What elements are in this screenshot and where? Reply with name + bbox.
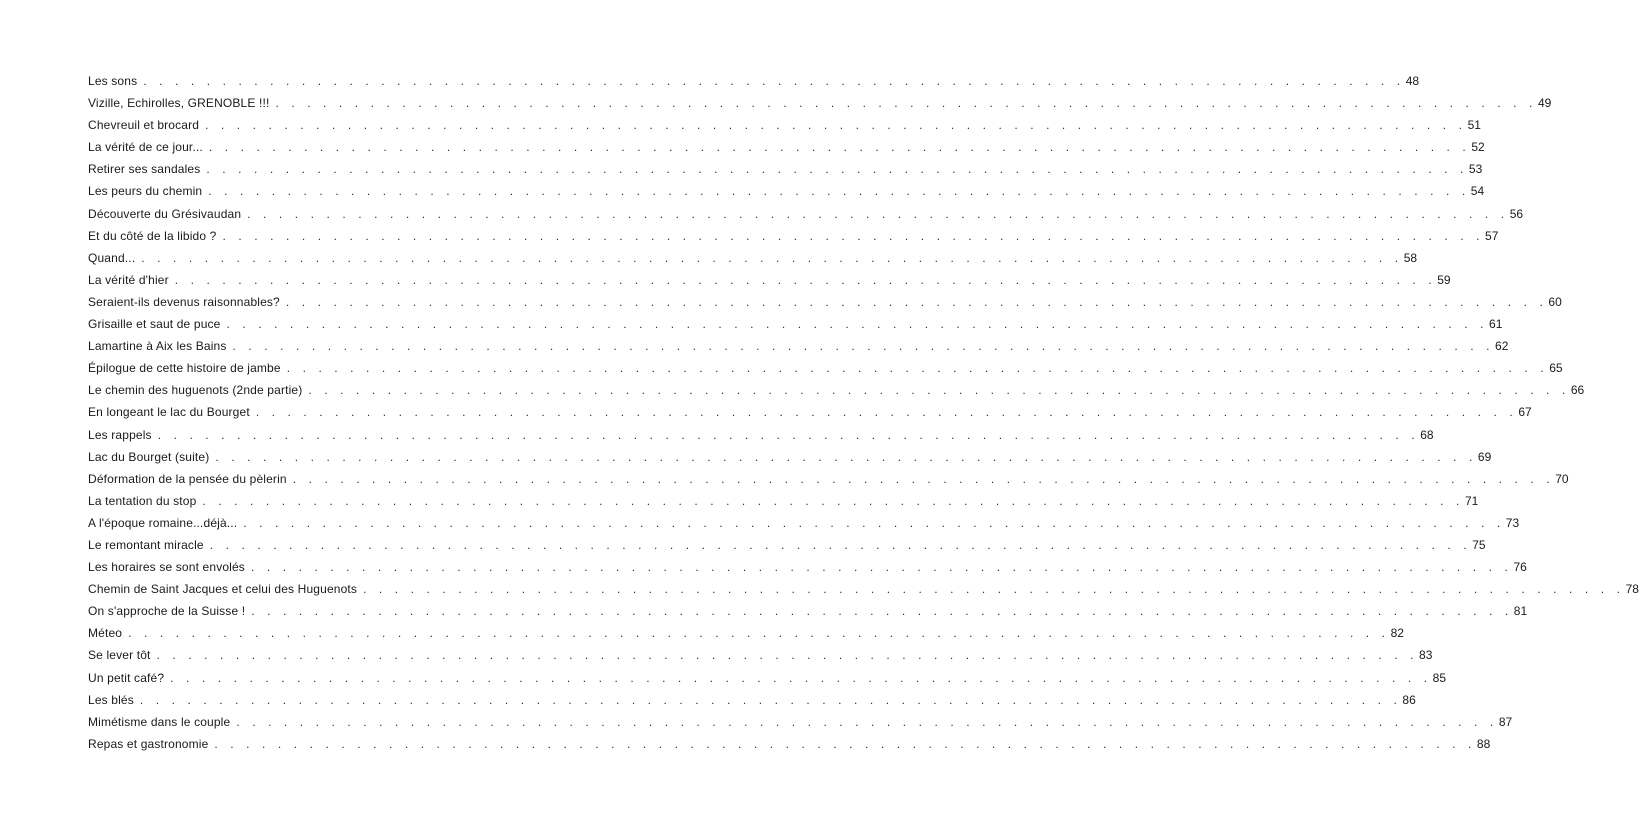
toc-entry-page-number: 88 bbox=[1476, 736, 1491, 751]
dot-leader: . . . . . . . . . . . . . . . . . . . . . . . . . . . . . . . . . . . . . . . . . . . . . . . . . . . . . . . . . . . . . . . . . . . . . . . . . . . . . . . . bbox=[286, 361, 1549, 376]
toc-entry-title: Le chemin des huguenots (2nde partie) bbox=[88, 383, 303, 398]
toc-entry bbox=[88, 203, 1524, 225]
toc-entry-page-number: 68 bbox=[1420, 427, 1434, 442]
dot-leader: . . . . . . . . . . . . . . . . . . . . . . . . . . . . . . . . . . . . . . . . . . . . . . . . . . . . . . . . . . . . . . . . . . . . . . . . . . . . . . . . bbox=[215, 449, 1477, 464]
dot-leader: . . . . . . . . . . . . . . . . . . . . . . . . . . . . . . . . . . . . . . . . . . . . . . . . . . . . . . . . . . . . . . . . . . . . . . . . . . . . . . . . bbox=[141, 250, 1403, 265]
toc-entry bbox=[88, 733, 1491, 755]
toc-entry-title: Repas et gastronomie bbox=[88, 736, 209, 751]
toc-entry-page-number: 49 bbox=[1537, 96, 1552, 111]
dot-leader: . . . . . . . . . . . . . . . . . . . . . . . . . . . . . . . . . . . . . . . . . . . . . . . . . . . . . . . . . . . . . . . . . . . . . . . . . . . . . . . . bbox=[205, 118, 1467, 133]
dot-leader: . . . . . . . . . . . . . . . . . . . . . . . . . . . . . . . . . . . . . . . . . . . . . . . . . . . . . . . . . . . . . . . . . . . . . . . . . . . . . . . . bbox=[222, 228, 1485, 243]
toc-entry bbox=[88, 136, 1485, 158]
toc-entry-title: Le remontant miracle bbox=[88, 537, 204, 552]
toc-entry bbox=[88, 269, 1451, 291]
toc-entry-page-number: 82 bbox=[1390, 626, 1404, 641]
toc-entry-page-number: 75 bbox=[1472, 537, 1486, 552]
dot-leader: . . . . . . . . . . . . . . . . . . . . . . . . . . . . . . . . . . . . . . . . . . . . . . . . . . . . . . . . . . . . . . . . . . . . . . . . . . . . . . . . bbox=[209, 537, 1472, 552]
dot-leader: . . . . . . . . . . . . . . . . . . . . . . . . . . . . . . . . . . . . . . . . . . . . . . . . . . . . . . . . . . . . . . . . . . . . . . . . . . . . . . . . bbox=[255, 405, 1518, 420]
dot-leader: . . . . . . . . . . . . . . . . . . . . . . . . . . . . . . . . . . . . . . . . . . . . . . . . . . . . . . . . . . . . . . . . . . . . . . . . . . . . . . . . bbox=[247, 206, 1509, 221]
toc-entry-title: Seraient-ils devenus raisonnables? bbox=[88, 294, 280, 309]
toc-entry-title: On s'approche de la Suisse ! bbox=[88, 604, 246, 619]
toc-entry bbox=[88, 667, 1447, 689]
dot-leader: . . . . . . . . . . . . . . . . . . . . . . . . . . . . . . . . . . . . . . . . . . . . . . . . . . . . . . . . . . . . . . . . . . . . . . . . . . . . . . . . bbox=[208, 140, 1471, 155]
toc-entry bbox=[88, 689, 1416, 711]
toc-entry bbox=[88, 424, 1434, 446]
toc-entry bbox=[88, 711, 1513, 733]
dot-leader: . . . . . . . . . . . . . . . . . . . . . . . . . . . . . . . . . . . . . . . . . . . . . . . . . . . . . . . . . . . . . . . . . . . . . . . . . . . . . . . . bbox=[128, 626, 1390, 641]
toc-entry-page-number: 71 bbox=[1464, 493, 1479, 508]
toc-entry-page-number: 66 bbox=[1570, 383, 1585, 398]
toc-entry bbox=[88, 556, 1527, 578]
toc-entry bbox=[88, 622, 1404, 644]
toc-entry-page-number: 81 bbox=[1513, 604, 1528, 619]
toc-entry-page-number: 56 bbox=[1509, 206, 1524, 221]
toc-entry-page-number: 61 bbox=[1489, 317, 1503, 332]
dot-leader: . . . . . . . . . . . . . . . . . . . . . . . . . . . . . . . . . . . . . . . . . . . . . . . . . . . . . . . . . . . . . . . . . . . . . . . . . . . . . . . . bbox=[292, 471, 1555, 486]
toc-entry-page-number: 86 bbox=[1402, 692, 1416, 707]
dot-leader: . . . . . . . . . . . . . . . . . . . . . . . . . . . . . . . . . . . . . . . . . . . . . . . . . . . . . . . . . . . . . . . . . . . . . . . . . . . . . . . . bbox=[308, 383, 1570, 398]
dot-leader: . . . . . . . . . . . . . . . . . . . . . . . . . . . . . . . . . . . . . . . . . . . . . . . . . . . . . . . . . . . . . . . . . . . . . . . . . . . . . . . . bbox=[139, 692, 1402, 707]
toc-entry-title: Les peurs du chemin bbox=[88, 184, 203, 199]
dot-leader: . . . . . . . . . . . . . . . . . . . . . . . . . . . . . . . . . . . . . . . . . . . . . . . . . . . . . . . . . . . . . . . . . . . . . . . . . . . . . . . . bbox=[156, 648, 1419, 663]
toc-entry bbox=[88, 512, 1520, 534]
toc-entry-title: Découverte du Grésivaudan bbox=[88, 206, 242, 221]
toc-entry-page-number: 62 bbox=[1495, 339, 1509, 354]
toc-entry bbox=[88, 446, 1492, 468]
toc-entry-page-number: 85 bbox=[1432, 670, 1447, 685]
toc-entry bbox=[88, 247, 1418, 269]
toc-entry bbox=[88, 468, 1569, 490]
toc-entry-title: Mimétisme dans le couple bbox=[88, 714, 231, 729]
toc-entry-page-number: 76 bbox=[1513, 560, 1527, 575]
toc-entry-title: La vérité de ce jour... bbox=[88, 140, 203, 155]
dot-leader: . . . . . . . . . . . . . . . . . . . . . . . . . . . . . . . . . . . . . . . . . . . . . . . . . . . . . . . . . . . . . . . . . . . . . . . . . . . . . . . . bbox=[232, 339, 1495, 354]
toc-entry-title: Méteo bbox=[88, 626, 123, 641]
toc-entry-title: La vérité d'hier bbox=[88, 272, 169, 287]
toc-entry bbox=[88, 225, 1499, 247]
toc-entry bbox=[88, 114, 1481, 136]
toc-entry bbox=[88, 357, 1563, 379]
toc-entry-title: Déformation de la pensée du pèlerin bbox=[88, 471, 287, 486]
dot-leader: . . . . . . . . . . . . . . . . . . . . . . . . . . . . . . . . . . . . . . . . . . . . . . . . . . . . . . . . . . . . . . . . . . . . . . . . . . . . . . . . bbox=[226, 317, 1489, 332]
toc-entry bbox=[88, 379, 1585, 401]
toc-entry-title: A l'époque romaine...déjà... bbox=[88, 515, 238, 530]
dot-leader: . . . . . . . . . . . . . . . . . . . . . . . . . . . . . . . . . . . . . . . . . . . . . . . . . . . . . . . . . . . . . . . . . . . . . . . . . . . . . . . . bbox=[285, 294, 1548, 309]
toc-entry-page-number: 87 bbox=[1498, 714, 1513, 729]
toc-entry-title: Les sons bbox=[88, 74, 138, 88]
toc-entry-page-number: 60 bbox=[1548, 294, 1562, 309]
toc-entry bbox=[88, 578, 1639, 600]
dot-leader: . . . . . . . . . . . . . . . . . . . . . . . . . . . . . . . . . . . . . . . . . . . . . . . . . . . . . . . . . . . . . . . . . . . . . . . . . . . . . . . . bbox=[174, 272, 1437, 287]
dot-leader: . . . . . . . . . . . . . . . . . . . . . . . . . . . . . . . . . . . . . . . . . . . . . . . . . . . . . . . . . . . . . . . . . . . . . . . . . . . . . . . . bbox=[206, 162, 1468, 177]
toc-entry bbox=[88, 644, 1433, 666]
toc-entry-page-number: 73 bbox=[1505, 515, 1520, 530]
toc-entry bbox=[88, 490, 1479, 512]
toc-entry-title: Chemin de Saint Jacques et celui des Huguenots bbox=[88, 582, 358, 597]
dot-leader: . . . . . . . . . . . . . . . . . . . . . . . . . . . . . . . . . . . . . . . . . . . . . . . . . . . . . . . . . . . . . . . . . . . . . . . . . . . . . . . . bbox=[243, 515, 1505, 530]
toc-entry-page-number: 83 bbox=[1419, 648, 1433, 663]
dot-leader: . . . . . . . . . . . . . . . . . . . . . . . . . . . . . . . . . . . . . . . . . . . . . . . . . . . . . . . . . . . . . . . . . . . . . . . . . . . . . . . . bbox=[170, 670, 1432, 685]
dot-leader: . . . . . . . . . . . . . . . . . . . . . . . . . . . . . . . . . . . . . . . . . . . . . . . . . . . . . . . . . . . . . . . . . . . . . . . . . . . . . . . . bbox=[275, 96, 1537, 111]
toc-entry bbox=[88, 401, 1532, 423]
table-of-contents bbox=[88, 70, 1639, 755]
dot-leader: . . . . . . . . . . . . . . . . . . . . . . . . . . . . . . . . . . . . . . . . . . . . . . . . . . . . . . . . . . . . . . . . . . . . . . . . . . . . . . . . bbox=[251, 604, 1513, 619]
toc-entry-title: Épilogue de cette histoire de jambe bbox=[88, 361, 281, 376]
dot-leader: . . . . . . . . . . . . . . . . . . . . . . . . . . . . . . . . . . . . . . . . . . . . . . . . . . . . . . . . . . . . . . . . . . . . . . . . . . . . . . . . bbox=[363, 582, 1625, 597]
dot-leader: . . . . . . . . . . . . . . . . . . . . . . . . . . . . . . . . . . . . . . . . . . . . . . . . . . . . . . . . . . . . . . . . . . . . . . . . . . . . . . . . bbox=[236, 714, 1498, 729]
toc-entry-page-number: 65 bbox=[1549, 361, 1563, 376]
toc-entry-page-number: 70 bbox=[1555, 471, 1569, 486]
toc-entry-page-number: 67 bbox=[1518, 405, 1532, 420]
toc-entry bbox=[88, 158, 1483, 180]
toc-entry-title: Les blés bbox=[88, 692, 134, 707]
toc-entry bbox=[88, 313, 1503, 335]
dot-leader: . . . . . . . . . . . . . . . . . . . . . . . . . . . . . . . . . . . . . . . . . . . . . . . . . . . . . . . . . . . . . . . . . . . . . . . . . . . . . . . . bbox=[208, 184, 1470, 199]
toc-entry-page-number: 57 bbox=[1485, 228, 1499, 243]
toc-entry-page-number: 58 bbox=[1403, 250, 1418, 265]
toc-entry-page-number: 48 bbox=[1405, 74, 1420, 88]
toc-entry-page-number: 51 bbox=[1467, 118, 1481, 133]
toc-entry-page-number: 59 bbox=[1437, 272, 1451, 287]
toc-entry bbox=[88, 180, 1485, 202]
dot-leader: . . . . . . . . . . . . . . . . . . . . . . . . . . . . . . . . . . . . . . . . . . . . . . . . . . . . . . . . . . . . . . . . . . . . . . . . . . . . . . . . bbox=[250, 560, 1513, 575]
toc-entry-page-number: 52 bbox=[1471, 140, 1485, 155]
toc-entry-title: Lac du Bourget (suite) bbox=[88, 449, 210, 464]
toc-entry-page-number: 53 bbox=[1468, 162, 1483, 177]
dot-leader: . . . . . . . . . . . . . . . . . . . . . . . . . . . . . . . . . . . . . . . . . . . . . . . . . . . . . . . . . . . . . . . . . . . . . . . . . . . . . . . . bbox=[214, 736, 1476, 751]
toc-entry bbox=[88, 70, 1420, 92]
toc-entry-page-number: 54 bbox=[1470, 184, 1485, 199]
toc-entry-title: Et du côté de la libido ? bbox=[88, 228, 217, 243]
dot-leader: . . . . . . . . . . . . . . . . . . . . . . . . . . . . . . . . . . . . . . . . . . . . . . . . . . . . . . . . . . . . . . . . . . . . . . . . . . . . . . . . bbox=[202, 493, 1464, 508]
toc-entry bbox=[88, 92, 1552, 114]
toc-entry bbox=[88, 600, 1528, 622]
toc-entry-title: Grisaille et saut de puce bbox=[88, 317, 221, 332]
toc-entry-title: Chevreuil et brocard bbox=[88, 118, 200, 133]
toc-entry-title: Les horaires se sont envolés bbox=[88, 560, 245, 575]
toc-entry-title: La tentation du stop bbox=[88, 493, 197, 508]
toc-entry-title: Se lever tôt bbox=[88, 648, 151, 663]
dot-leader: . . . . . . . . . . . . . . . . . . . . . . . . . . . . . . . . . . . . . . . . . . . . . . . . . . . . . . . . . . . . . . . . . . . . . . . . . . . . . . . . bbox=[157, 427, 1420, 442]
toc-entry-title: Lamartine à Aix les Bains bbox=[88, 339, 227, 354]
dot-leader: . . . . . . . . . . . . . . . . . . . . . . . . . . . . . . . . . . . . . . . . . . . . . . . . . . . . . . . . . . . . . . . . . . . . . . . . . . . . . . . . bbox=[143, 74, 1405, 88]
toc-entry-page-number: 69 bbox=[1477, 449, 1492, 464]
toc-entry-title: En longeant le lac du Bourget bbox=[88, 405, 250, 420]
toc-entry-title: Quand... bbox=[88, 250, 136, 265]
toc-entry bbox=[88, 534, 1486, 556]
toc-entry-title: Les rappels bbox=[88, 427, 152, 442]
toc-entry-title: Un petit café? bbox=[88, 670, 165, 685]
toc-entry-page-number: 78 bbox=[1625, 582, 1639, 597]
toc-entry-title: Vizille, Echirolles, GRENOBLE !!! bbox=[88, 96, 270, 111]
toc-entry bbox=[88, 291, 1562, 313]
toc-entry bbox=[88, 335, 1509, 357]
toc-entry-title: Retirer ses sandales bbox=[88, 162, 201, 177]
